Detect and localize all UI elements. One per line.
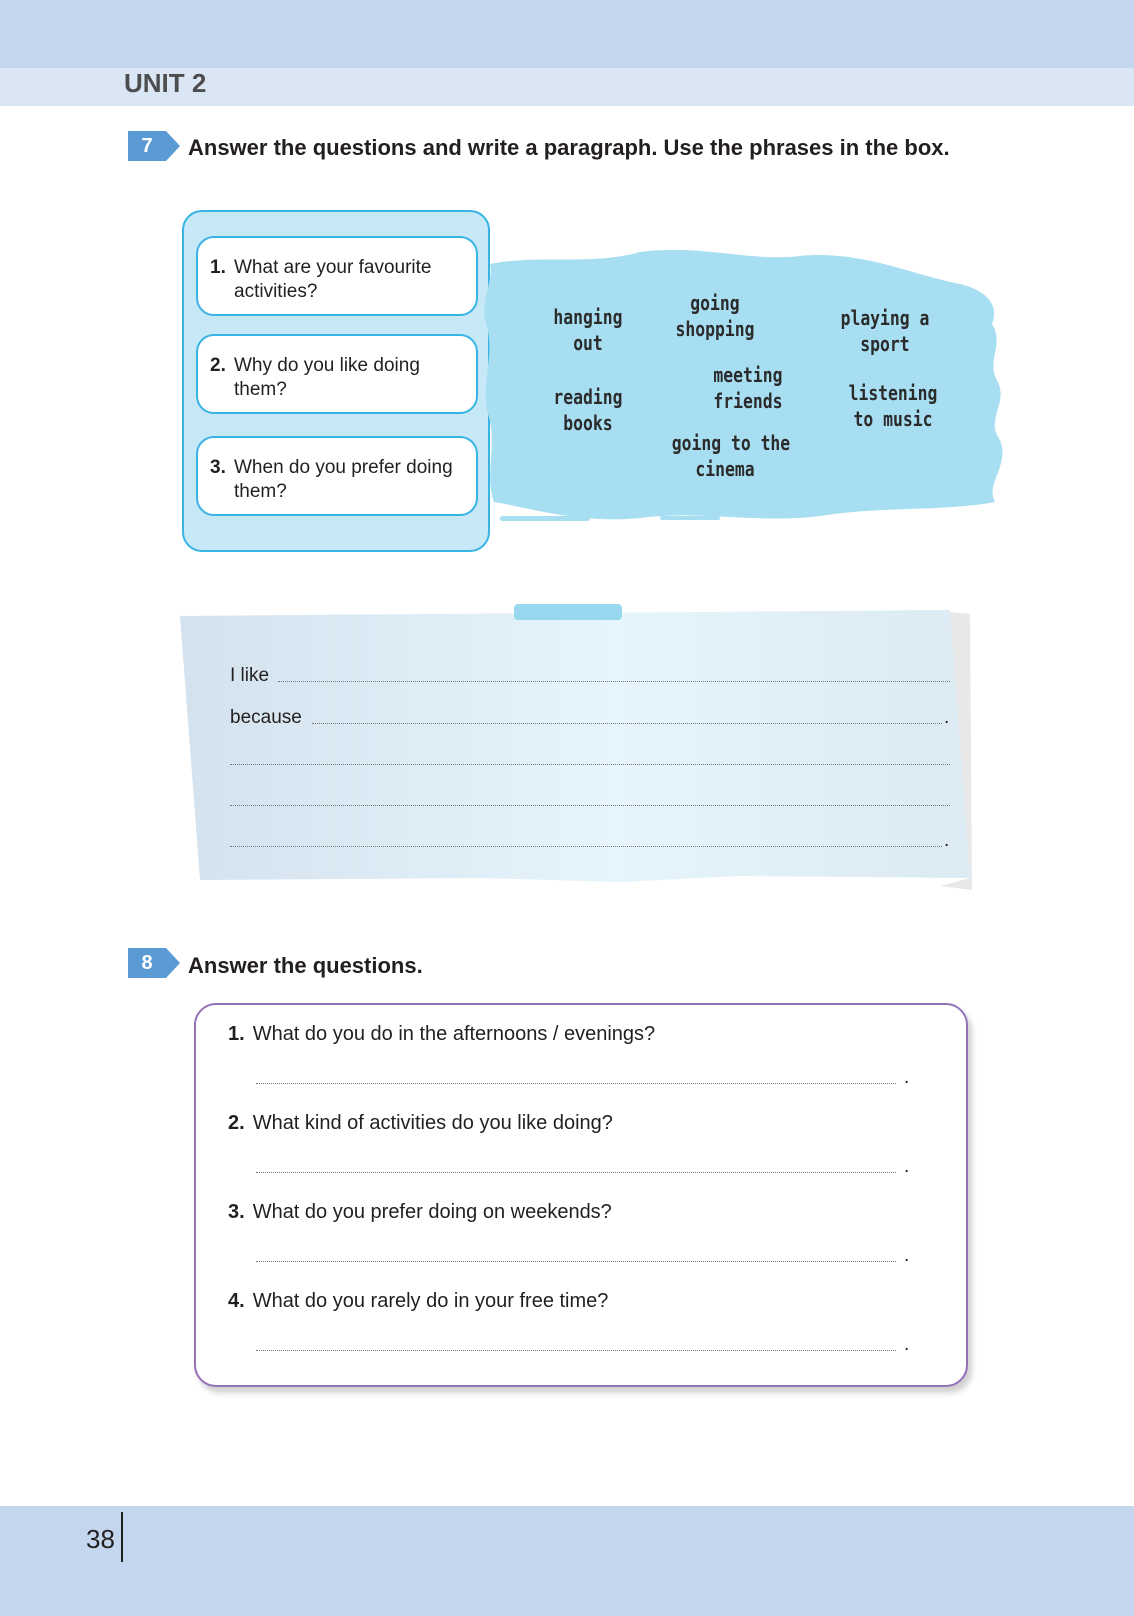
page-number-rule bbox=[121, 1512, 123, 1562]
period: . bbox=[904, 1245, 910, 1266]
answer-line[interactable] bbox=[256, 1083, 896, 1084]
page-number: 38 bbox=[86, 1524, 115, 1554]
question-text: What are your favourite activities? bbox=[234, 257, 432, 302]
answer-line[interactable] bbox=[312, 723, 942, 724]
question-number: 1. bbox=[210, 257, 226, 278]
answer-line[interactable] bbox=[278, 681, 950, 682]
question-text: What do you do in the afternoons / evenings? bbox=[252, 1023, 656, 1045]
phrase-hanging-out: hanging out bbox=[553, 305, 623, 355]
unit-title: UNIT 2 bbox=[124, 68, 207, 98]
period: . bbox=[904, 1334, 910, 1355]
question-text: What do you rarely do in your free time? bbox=[252, 1290, 609, 1312]
exercise-7-instruction: Answer the questions and write a paragraph. Use the phrases in the box. bbox=[188, 135, 950, 160]
answer-line[interactable] bbox=[256, 1172, 896, 1173]
question-text: When do you prefer doing them? bbox=[234, 457, 453, 502]
phrase-going-to-the-cinema: going to the cinema bbox=[671, 431, 791, 481]
period: . bbox=[904, 1156, 910, 1177]
phrase-going-shopping: going shopping bbox=[675, 291, 755, 341]
exercise-7-number: 7 bbox=[141, 135, 153, 157]
answer-question-3 bbox=[228, 1201, 612, 1224]
questions-panel bbox=[182, 210, 490, 552]
question-number: 3. bbox=[228, 1201, 245, 1223]
question-box-3 bbox=[196, 436, 478, 516]
exercise-8-instruction: Answer the questions. bbox=[188, 953, 423, 978]
question-number: 3. bbox=[210, 457, 226, 478]
answer-line[interactable] bbox=[256, 1350, 896, 1351]
exercise-7-badge bbox=[128, 131, 178, 161]
exercise-8-number: 8 bbox=[141, 952, 153, 974]
answer-line[interactable] bbox=[256, 1261, 896, 1262]
footer-band bbox=[0, 1506, 1134, 1616]
phrase-playing-a-sport: playing a sport bbox=[840, 306, 930, 356]
question-number: 2. bbox=[210, 355, 226, 376]
period: . bbox=[944, 830, 950, 851]
question-number: 4. bbox=[228, 1290, 245, 1312]
phrase-meeting-friends: meeting friends bbox=[713, 363, 783, 413]
answer-question-4 bbox=[228, 1290, 608, 1313]
paragraph-label-because: because bbox=[230, 707, 302, 728]
question-number: 2. bbox=[228, 1112, 245, 1134]
writing-paper bbox=[180, 610, 980, 895]
question-text: What do you prefer doing on weekends? bbox=[252, 1201, 612, 1223]
question-number: 1. bbox=[228, 1023, 245, 1045]
period: . bbox=[944, 707, 950, 728]
paragraph-label-i-like: I like bbox=[230, 665, 270, 686]
question-text: What kind of activities do you like doing? bbox=[252, 1112, 613, 1134]
answer-question-1 bbox=[228, 1023, 655, 1046]
answer-question-2 bbox=[228, 1112, 613, 1135]
question-text: Why do you like doing them? bbox=[234, 355, 420, 400]
tape-strip bbox=[514, 604, 622, 620]
phrase-listening-to-music: listening to music bbox=[848, 381, 938, 431]
question-box-1 bbox=[196, 236, 478, 316]
answer-line[interactable] bbox=[230, 764, 950, 765]
answer-line[interactable] bbox=[230, 805, 950, 806]
question-box-2 bbox=[196, 334, 478, 414]
header-band bbox=[0, 0, 1134, 68]
phrase-reading-books: reading books bbox=[553, 385, 623, 435]
answer-line[interactable] bbox=[230, 846, 942, 847]
period: . bbox=[904, 1067, 910, 1088]
exercise-8-badge bbox=[128, 948, 178, 978]
answers-box bbox=[194, 1003, 968, 1387]
